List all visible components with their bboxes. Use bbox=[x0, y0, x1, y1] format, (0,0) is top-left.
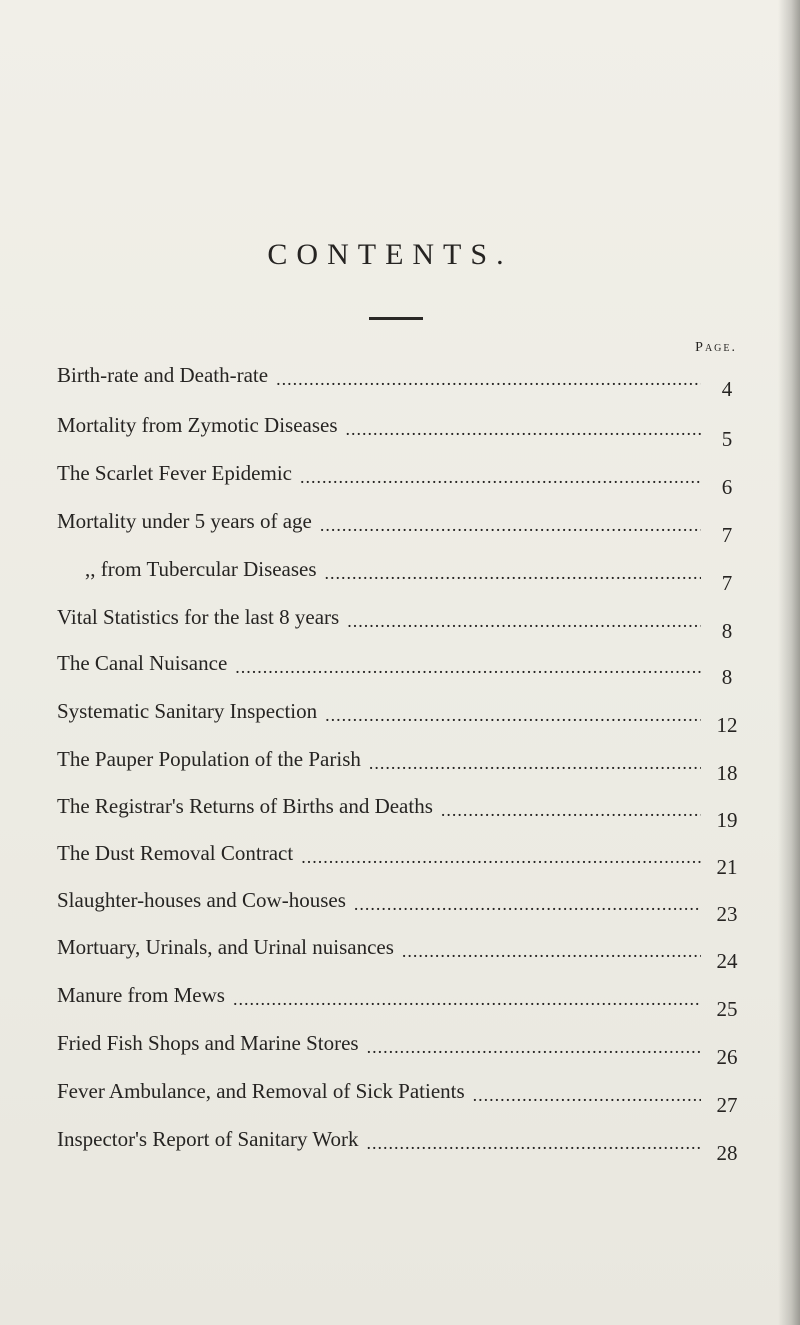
entry-page-number: 26 bbox=[716, 1045, 738, 1069]
dot-leader bbox=[369, 754, 701, 772]
dot-leader bbox=[325, 564, 701, 582]
entry-label: Mortality from Zymotic Diseases bbox=[57, 413, 338, 437]
entry-page-number: 19 bbox=[716, 808, 738, 832]
entry-label: The Pauper Population of the Parish bbox=[57, 747, 361, 771]
dot-leader bbox=[441, 801, 701, 819]
dot-leader bbox=[325, 706, 701, 724]
entry-label: The Registrar's Returns of Births and Deaths bbox=[57, 794, 433, 818]
contents-entry bbox=[57, 1074, 747, 1117]
entry-label: Inspector's Report of Sanitary Work bbox=[57, 1127, 359, 1151]
entry-page-number: 25 bbox=[716, 997, 738, 1021]
dot-leader bbox=[346, 420, 701, 438]
entry-label: Mortuary, Urinals, and Urinal nuisances bbox=[57, 935, 394, 959]
contents-entry bbox=[57, 408, 747, 451]
dot-leader bbox=[301, 848, 701, 866]
dot-leader bbox=[276, 370, 701, 388]
entry-page-number: 4 bbox=[721, 377, 733, 401]
dot-leader bbox=[233, 990, 701, 1008]
contents-entry bbox=[57, 930, 747, 973]
entry-page-number: 8 bbox=[721, 665, 733, 689]
entry-label: Birth-rate and Death-rate bbox=[57, 363, 269, 387]
contents-entry bbox=[57, 504, 747, 547]
contents-entry bbox=[57, 694, 747, 737]
title-rule bbox=[369, 317, 423, 320]
contents-entry bbox=[57, 358, 747, 401]
dot-leader bbox=[235, 658, 701, 676]
contents-entry bbox=[57, 600, 747, 643]
entry-page-number: 28 bbox=[716, 1141, 738, 1165]
contents-entry bbox=[57, 1122, 747, 1165]
contents-entry bbox=[57, 789, 747, 832]
dot-leader bbox=[300, 468, 701, 486]
entry-label: Manure from Mews bbox=[57, 983, 225, 1007]
dot-leader bbox=[473, 1086, 701, 1104]
entry-page-number: 8 bbox=[721, 619, 733, 643]
entry-page-number: 5 bbox=[721, 427, 733, 451]
contents-entry bbox=[57, 1026, 747, 1069]
entry-label: The Canal Nuisance bbox=[57, 651, 228, 675]
dot-leader bbox=[367, 1038, 701, 1056]
contents-entry bbox=[57, 978, 747, 1021]
dot-leader bbox=[354, 895, 701, 913]
page-edge-shadow bbox=[778, 0, 800, 1325]
contents-entry bbox=[57, 836, 747, 879]
entry-page-number: 23 bbox=[716, 902, 738, 926]
entry-page-number: 7 bbox=[721, 523, 733, 547]
entry-label: The Scarlet Fever Epidemic bbox=[57, 461, 292, 485]
entry-label: The Dust Removal Contract bbox=[57, 841, 294, 865]
dot-leader bbox=[366, 1134, 701, 1152]
entry-label: Mortality under 5 years of age bbox=[57, 509, 312, 533]
contents-entry bbox=[57, 646, 747, 689]
page-title: CONTENTS. bbox=[267, 238, 513, 271]
entry-label: Vital Statistics for the last 8 years bbox=[57, 605, 340, 629]
page-column-heading: Page. bbox=[695, 340, 737, 355]
contents-entry bbox=[57, 742, 747, 785]
entry-label: Fried Fish Shops and Marine Stores bbox=[57, 1031, 359, 1055]
contents-entry bbox=[57, 883, 747, 926]
dot-leader bbox=[402, 942, 701, 960]
entry-page-number: 7 bbox=[721, 571, 733, 595]
entry-label: Slaughter-houses and Cow-houses bbox=[57, 888, 346, 912]
entry-label: Systematic Sanitary Inspection bbox=[57, 699, 318, 723]
entry-page-number: 21 bbox=[716, 855, 738, 879]
entry-page-number: 18 bbox=[716, 761, 738, 785]
entry-page-number: 6 bbox=[721, 475, 733, 499]
contents-entry bbox=[57, 456, 747, 499]
contents-entry bbox=[57, 552, 747, 595]
dot-leader bbox=[320, 516, 701, 534]
entry-page-number: 24 bbox=[716, 949, 738, 973]
entry-label: Fever Ambulance, and Removal of Sick Patients bbox=[57, 1079, 465, 1103]
entry-page-number: 12 bbox=[716, 713, 738, 737]
dot-leader bbox=[347, 612, 701, 630]
entry-label: ,, from Tubercular Diseases bbox=[85, 557, 317, 581]
entry-page-number: 27 bbox=[716, 1093, 738, 1117]
